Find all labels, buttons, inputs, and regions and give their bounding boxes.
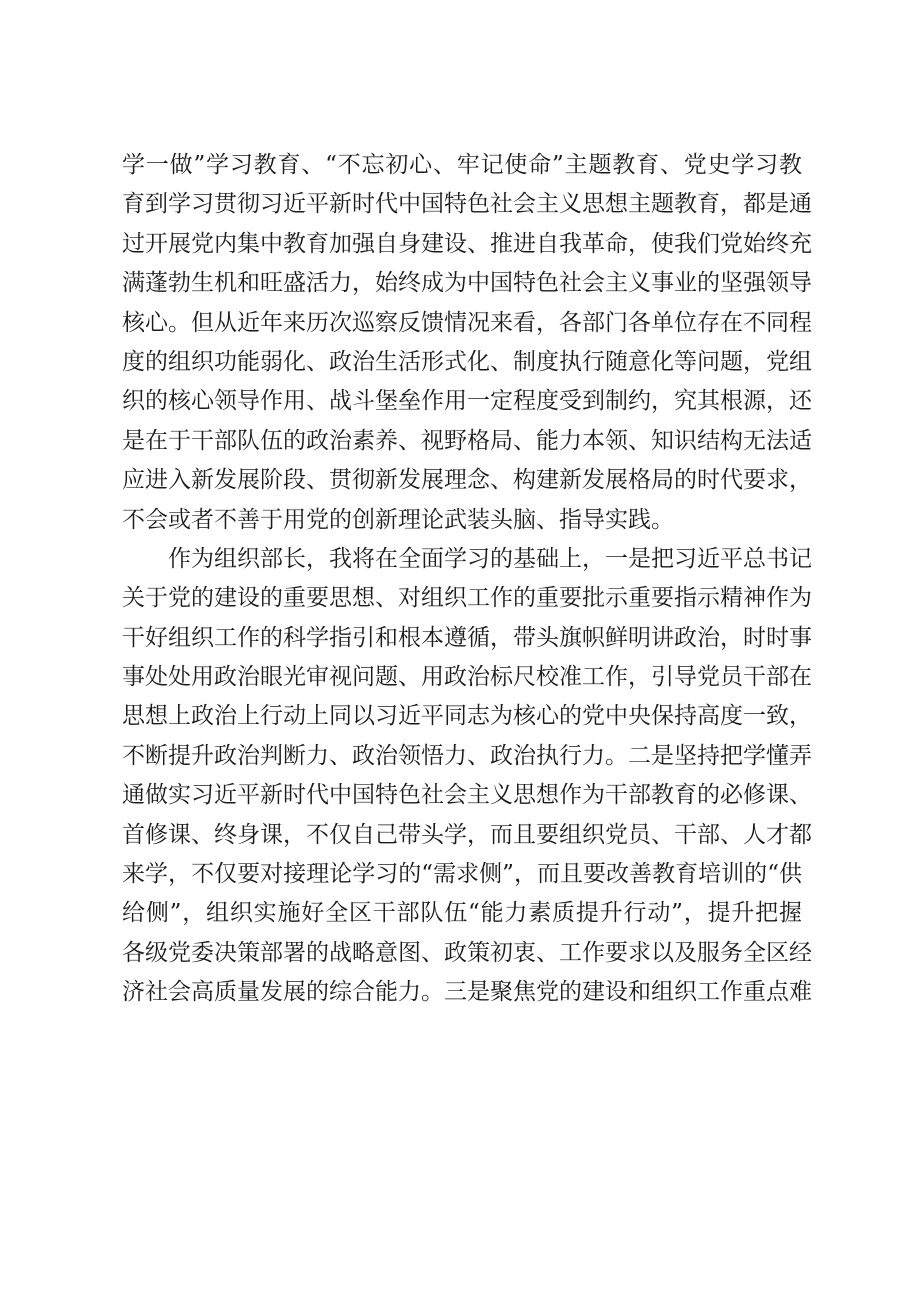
text-line: 济社会高质量发展的综合能力。三是聚焦党的建设和组织工作重点难: [122, 979, 812, 1006]
text-line: 织的核心领导作用、战斗堡垒作用一定程度受到制约，究其根源，还: [122, 388, 812, 415]
body-text: [122, 146, 812, 1013]
text-line: 学一做”学习教育、“不忘初心、牢记使命”主题教育、党史学习教: [122, 152, 802, 178]
text-line: 来学，不仅要对接理论学习的“需求侧”，而且要改善教育培训的“供: [122, 861, 802, 888]
text-line: 给侧”，组织实施好全区干部队伍“能力素质提升行动”，提升把握: [122, 900, 802, 927]
text-line: 不会或者不善于用党的创新理论武装头脑、指导实践。: [122, 506, 674, 533]
text-line: 育到学习贯彻习近平新时代中国特色社会主义思想主题教育，都是通: [122, 191, 812, 218]
text-line: 应进入新发展阶段、贯彻新发展理念、构建新发展格局的时代要求，: [122, 467, 812, 494]
text-line: 干好组织工作的科学指引和根本遵循，带头旗帜鲜明讲政治，时时事: [122, 624, 812, 651]
text-line: 关于党的建设的重要思想、对组织工作的重要批示重要指示精神作为: [122, 585, 812, 612]
text-line: 度的组织功能弱化、政治生活形式化、制度执行随意化等问题，党组: [122, 348, 812, 375]
text-line: 不断提升政治判断力、政治领悟力、政治执行力。二是坚持把学懂弄: [122, 742, 812, 769]
text-line: 思想上政治上行动上同以习近平同志为核心的党中央保持高度一致，: [122, 703, 812, 730]
text-line: 通做实习近平新时代中国特色社会主义思想作为干部教育的必修课、: [122, 782, 812, 809]
text-line: 核心。但从近年来历次巡察反馈情况来看，各部门各单位存在不同程: [122, 309, 812, 336]
text-line: 首修课、终身课，不仅自己带头学，而且要组织党员、干部、人才都: [122, 821, 812, 848]
paragraph-first-line: 作为组织部长，我将在全面学习的基础上，一是把习近平总书记: [168, 545, 812, 572]
text-line: 各级党委决策部署的战略意图、政策初衷、工作要求以及服务全区经: [122, 939, 812, 966]
text-line: 事处处用政治眼光审视问题、用政治标尺校准工作，引导党员干部在: [122, 664, 812, 691]
text-line: 满蓬勃生机和旺盛活力，始终成为中国特色社会主义事业的坚强领导: [122, 270, 812, 297]
text-line: 是在于干部队伍的政治素养、视野格局、能力本领、知识结构无法适: [122, 427, 812, 454]
text-line: 过开展党内集中教育加强自身建设、推进自我革命，使我们党始终充: [122, 230, 812, 257]
